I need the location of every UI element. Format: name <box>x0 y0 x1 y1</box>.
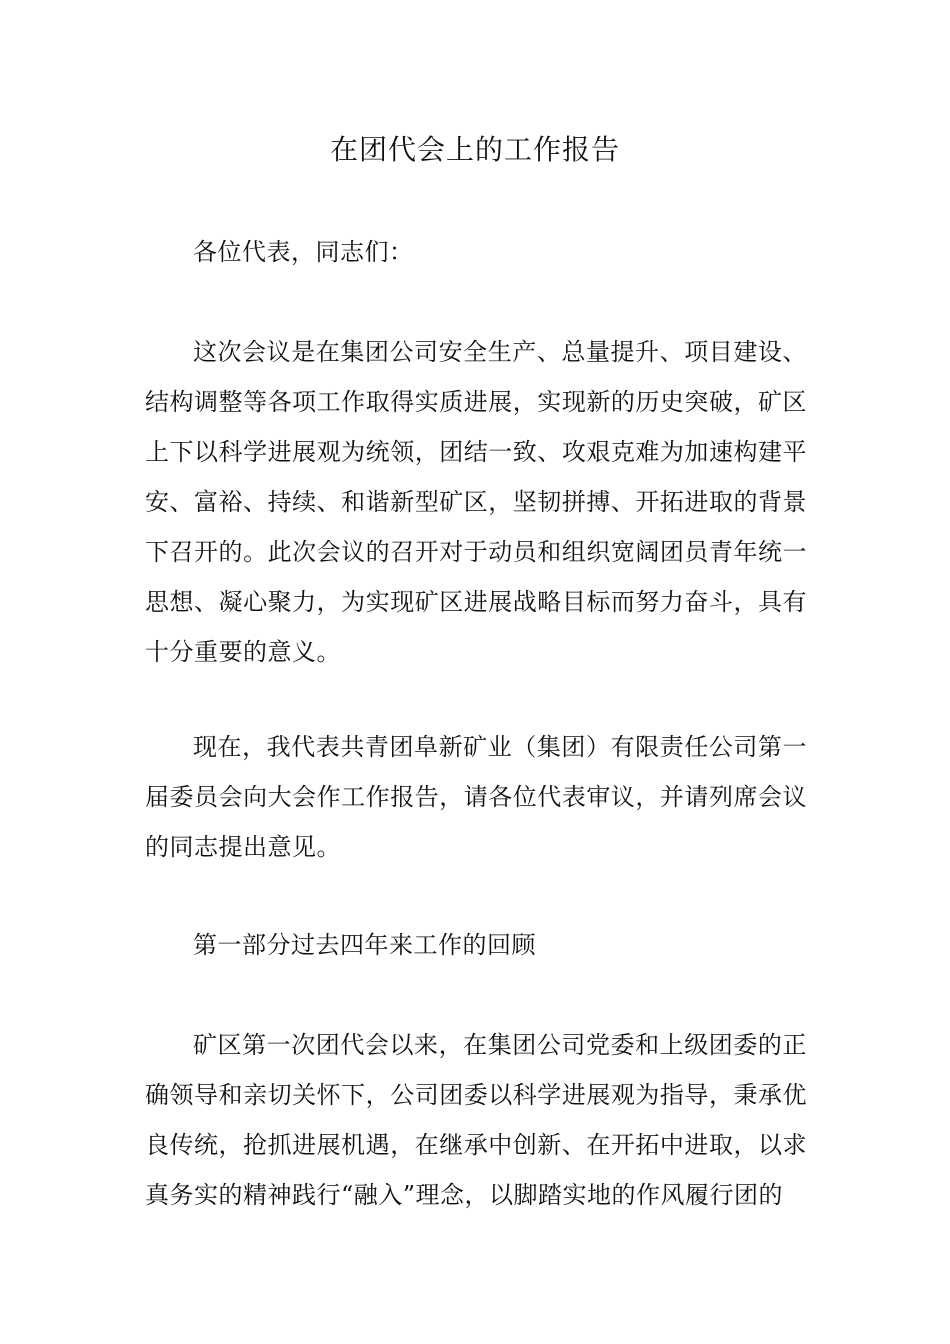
greeting-paragraph: 各位代表，同志们： <box>193 238 414 266</box>
section-heading: 第一部分过去四年来工作的回顾 <box>193 931 536 959</box>
document-title: 在团代会上的工作报告 <box>329 133 620 166</box>
body-paragraph-3: 矿区第一次团代会以来，在集团公司党委和上级团委的正确领导和亲切关怀下，公司团委以科学进展观为指导，秉承优良传统，抢抓进展机遇，在继承中创新、在开拓中进取，以求真务实的精神践行“融入”理念，以脚踏实地的作风履行团的 <box>145 1031 807 1209</box>
body-paragraph-1: 这次会议是在集团公司安全生产、总量提升、项目建设、结构调整等各项工作取得实质进展，实现新的历史突破，矿区上下以科学进展观为统领，团结一致、攻艰克难为加速构建平安、富裕、持续、和谐新型矿区，坚韧拼搏、开拓进取的背景下召开的。此次会议的召开对于动员和组织宽阔团员青年统一思想、凝心聚力，为实现矿区进展战略目标而努力奋斗，具有十分重要的意义。 <box>145 338 807 666</box>
body-paragraph-2: 现在，我代表共青团阜新矿业（集团）有限责任公司第一届委员会向大会作工作报告，请各位代表审议，并请列席会议的同志提出意见。 <box>145 733 807 861</box>
